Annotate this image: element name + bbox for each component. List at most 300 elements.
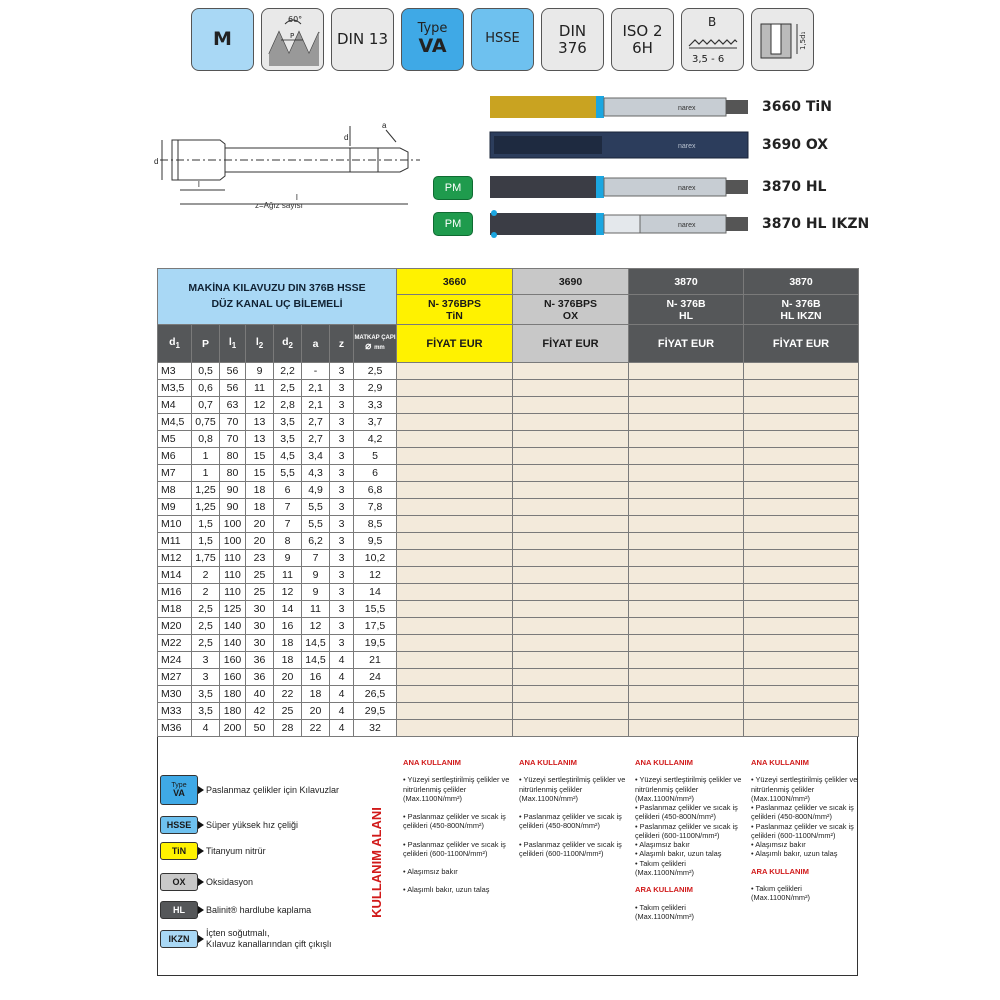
price-cell [397, 720, 513, 737]
table-cell: 4 [330, 720, 354, 737]
price-cell [513, 380, 629, 397]
table-cell: M11 [158, 533, 192, 550]
tool-image-3660 [488, 92, 750, 122]
table-cell: 30 [246, 635, 274, 652]
table-cell: 6 [354, 465, 397, 482]
legend-box-ikzn: IKZN [160, 930, 198, 948]
table-cell: 5,5 [302, 516, 330, 533]
pm-badge: PM [433, 176, 473, 200]
product-code-3870-hl: 3870 [629, 269, 744, 295]
header-z: z [330, 325, 354, 363]
table-cell: 25 [246, 584, 274, 601]
price-cell [629, 499, 744, 516]
price-cell [629, 414, 744, 431]
table-row [158, 414, 859, 431]
table-cell: 15 [246, 465, 274, 482]
price-cell [629, 448, 744, 465]
table-cell: 14,5 [302, 652, 330, 669]
table-cell: 3 [330, 380, 354, 397]
legend-item-va [160, 775, 339, 805]
table-cell: 2,7 [302, 414, 330, 431]
table-cell: 3 [330, 499, 354, 516]
price-cell [744, 516, 859, 533]
table-cell: 3,3 [354, 397, 397, 414]
table-cell: M33 [158, 703, 192, 720]
table-cell: 2,2 [274, 363, 302, 380]
table-cell: 4 [330, 652, 354, 669]
table-cell: 2,1 [302, 380, 330, 397]
table-cell: M22 [158, 635, 192, 652]
tool-label-3870-hl-ikzn: 3870 HL IKZN [762, 216, 870, 232]
svg-text:narex: narex [678, 105, 696, 112]
table-cell: M18 [158, 601, 192, 618]
table-cell: 11 [302, 601, 330, 618]
table-cell: 3 [192, 652, 220, 669]
price-cell [744, 482, 859, 499]
price-cell [744, 397, 859, 414]
price-cell [513, 516, 629, 533]
table-cell: 80 [220, 448, 246, 465]
svg-text:d: d [344, 133, 349, 142]
price-cell [629, 397, 744, 414]
price-cell [513, 601, 629, 618]
price-cell [513, 499, 629, 516]
header-pitch: P [192, 325, 220, 363]
price-header-3660: FİYAT EUR [397, 325, 513, 363]
table-cell: 70 [220, 431, 246, 448]
price-cell [513, 397, 629, 414]
table-cell: 18 [302, 686, 330, 703]
table-cell: 200 [220, 720, 246, 737]
legend-item-ox [160, 873, 253, 891]
price-cell [629, 363, 744, 380]
price-cell [513, 686, 629, 703]
table-cell: M16 [158, 584, 192, 601]
svg-text:narex: narex [678, 185, 696, 192]
price-header-3690: FİYAT EUR [513, 325, 629, 363]
table-cell: 3 [330, 482, 354, 499]
badge-thread-profile [261, 8, 324, 71]
legend-text-va: Paslanmaz çelikler için Kılavuzlar [206, 784, 340, 795]
table-cell: 19,5 [354, 635, 397, 652]
table-cell: M4 [158, 397, 192, 414]
price-cell [629, 431, 744, 448]
table-cell: 3 [192, 669, 220, 686]
table-cell: 3 [330, 533, 354, 550]
table-cell: 3 [330, 465, 354, 482]
table-cell: 1 [192, 465, 220, 482]
table-cell: 100 [220, 533, 246, 550]
table-cell: 110 [220, 567, 246, 584]
price-cell [513, 550, 629, 567]
price-cell [513, 363, 629, 380]
table-cell: 20 [302, 703, 330, 720]
table-cell: 30 [246, 618, 274, 635]
tool-label-3690: 3690 OX [762, 137, 829, 153]
table-cell: 18 [274, 635, 302, 652]
table-title: MAKİNA KILAVUZU DIN 376B HSSE DÜZ KANAL UÇ BİLEMELİ [158, 269, 397, 325]
table-cell: 3,5 [274, 431, 302, 448]
svg-text:l: l [198, 180, 200, 189]
table-cell: 3 [330, 550, 354, 567]
price-cell [629, 567, 744, 584]
table-cell: 2 [192, 584, 220, 601]
table-cell: 9 [246, 363, 274, 380]
svg-text:narex: narex [678, 143, 696, 150]
table-cell: M9 [158, 499, 192, 516]
svg-text:d: d [154, 157, 159, 166]
table-cell: 3,7 [354, 414, 397, 431]
table-cell: 3 [330, 584, 354, 601]
badge-hsse: HSSE [471, 8, 534, 71]
price-cell [513, 448, 629, 465]
table-cell: 4 [330, 686, 354, 703]
badge-chamfer-b [681, 8, 744, 71]
table-cell: 24 [354, 669, 397, 686]
arrow-icon [198, 906, 204, 914]
table-cell: 18 [246, 499, 274, 516]
usage-3870-ikzn: ANA KULLANIM • Yüzeyi sertleştirilmiş çelikler ve nitrürlenmiş çelikler (Max.1100N/mm²) • Paslanmaz çelikler ve sıcak iş çelikleri (450-800N/mm²) • Paslanmaz çelikler ve sıcak iş çelikleri (600-1100N/mm²) • Alaşımsız bakır • Alaşımlı bakır, uzun talaş ARA KULLANIM • Takım çelikleri (Max.1100N/mm²) [751, 758, 858, 903]
price-cell [513, 584, 629, 601]
arrow-icon [198, 878, 204, 886]
price-header-3870-hl: FİYAT EUR [629, 325, 744, 363]
header-l1: $l_1$ [220, 325, 246, 363]
tool-label-3870-hl: 3870 HL [762, 179, 827, 195]
table-row [158, 669, 859, 686]
table-cell: 8 [274, 533, 302, 550]
table-cell: 22 [302, 720, 330, 737]
price-cell [397, 652, 513, 669]
table-cell: 0,75 [192, 414, 220, 431]
table-cell: 26,5 [354, 686, 397, 703]
table-cell: 15 [246, 448, 274, 465]
table-row [158, 533, 859, 550]
table-cell: 1,25 [192, 482, 220, 499]
legend-text-ox: Oksidasyon [206, 876, 254, 887]
table-cell: 3 [330, 635, 354, 652]
thread-profile-icon [263, 10, 323, 70]
legend-item-hsse [160, 816, 298, 834]
legend-text-ikzn: İçten soğutmalı, Kılavuz kanallarından çift çıkışlı [206, 928, 332, 949]
table-cell: 9,5 [354, 533, 397, 550]
price-cell [744, 567, 859, 584]
table-cell: 17,5 [354, 618, 397, 635]
badge-type-va: Type VA [401, 8, 464, 71]
table-cell: 28 [274, 720, 302, 737]
tool-image-3870-hl [488, 172, 750, 202]
table-row [158, 516, 859, 533]
legend-box-tin: TiN [160, 842, 198, 860]
table-cell: M3 [158, 363, 192, 380]
legend-box-ox: OX [160, 873, 198, 891]
usage-3660: ANA KULLANIM • Yüzeyi sertleştirilmiş çelikler ve nitrürlenmiş çelikler (Max.1100N/mm²) • Paslanmaz çelikler ve sıcak iş çelikleri (450-800N/mm²) • Paslanmaz çelikler ve sıcak iş çelikleri (600-1100N/mm²) • Alaşımsız bakır • Alaşımlı bakır, uzun talaş [403, 758, 510, 895]
table-row [158, 465, 859, 482]
price-cell [513, 703, 629, 720]
table-cell: M24 [158, 652, 192, 669]
price-cell [629, 601, 744, 618]
table-cell: 5 [354, 448, 397, 465]
table-cell: 2,5 [192, 601, 220, 618]
price-cell [629, 550, 744, 567]
column-header-row [158, 325, 859, 363]
table-row [158, 550, 859, 567]
table-cell: 4 [330, 703, 354, 720]
table-cell: 110 [220, 550, 246, 567]
table-cell: 12 [246, 397, 274, 414]
table-cell: 9 [302, 567, 330, 584]
price-cell [397, 703, 513, 720]
price-cell [397, 669, 513, 686]
price-cell [744, 584, 859, 601]
tool-image-3870-hl-ikzn [488, 209, 750, 239]
price-cell [513, 465, 629, 482]
price-cell [513, 652, 629, 669]
price-cell [397, 533, 513, 550]
table-cell: 160 [220, 669, 246, 686]
table-row [158, 482, 859, 499]
table-cell: 100 [220, 516, 246, 533]
header-a: a [302, 325, 330, 363]
table-cell: 0,5 [192, 363, 220, 380]
table-cell: 56 [220, 380, 246, 397]
table-cell: 25 [274, 703, 302, 720]
table-cell: 63 [220, 397, 246, 414]
table-cell: 56 [220, 363, 246, 380]
price-cell [513, 482, 629, 499]
price-cell [744, 465, 859, 482]
price-cell [397, 601, 513, 618]
legend-text-hsse: Süper yüksek hız çeliği [206, 819, 299, 830]
table-cell: M36 [158, 720, 192, 737]
table-cell: 1,25 [192, 499, 220, 516]
table-cell: - [302, 363, 330, 380]
price-cell [513, 414, 629, 431]
product-name-3660: N- 376BPS TiN [397, 295, 513, 325]
table-cell: 0,8 [192, 431, 220, 448]
badge-din13: DIN 13 [331, 8, 394, 71]
table-cell: M20 [158, 618, 192, 635]
table-cell: 50 [246, 720, 274, 737]
price-cell [397, 516, 513, 533]
price-cell [629, 482, 744, 499]
price-cell [629, 380, 744, 397]
table-cell: 15,5 [354, 601, 397, 618]
tap-size-table [157, 268, 859, 737]
tool-image-3690 [488, 130, 750, 160]
table-cell: 4,5 [274, 448, 302, 465]
table-cell: M14 [158, 567, 192, 584]
table-cell: 140 [220, 618, 246, 635]
table-cell: 23 [246, 550, 274, 567]
price-cell [744, 601, 859, 618]
table-cell: M3,5 [158, 380, 192, 397]
price-cell [744, 533, 859, 550]
price-cell [629, 720, 744, 737]
price-cell [629, 703, 744, 720]
table-cell: 1,5 [192, 516, 220, 533]
table-cell: 2 [192, 567, 220, 584]
price-cell [397, 431, 513, 448]
table-cell: 42 [246, 703, 274, 720]
table-row [158, 397, 859, 414]
price-cell [513, 567, 629, 584]
table-cell: M6 [158, 448, 192, 465]
table-cell: 21 [354, 652, 397, 669]
price-cell [397, 618, 513, 635]
price-cell [744, 652, 859, 669]
table-cell: 0,6 [192, 380, 220, 397]
table-cell: 10,2 [354, 550, 397, 567]
price-cell [744, 363, 859, 380]
price-cell [397, 465, 513, 482]
price-cell [629, 533, 744, 550]
badge-thread-depth [751, 8, 814, 71]
table-cell: 32 [354, 720, 397, 737]
spec-badges [191, 8, 823, 71]
table-row [158, 448, 859, 465]
table-cell: 20 [246, 533, 274, 550]
table-cell: 13 [246, 414, 274, 431]
price-header-3870-ikzn: FİYAT EUR [744, 325, 859, 363]
price-cell [744, 686, 859, 703]
table-cell: 12 [354, 567, 397, 584]
table-cell: 18 [274, 652, 302, 669]
price-cell [744, 550, 859, 567]
legend-item-tin [160, 842, 266, 860]
blind-hole-icon [753, 10, 813, 70]
table-cell: 3 [330, 567, 354, 584]
price-cell [397, 363, 513, 380]
table-cell: 1 [192, 448, 220, 465]
price-cell [744, 448, 859, 465]
svg-text:narex: narex [678, 222, 696, 229]
legend-box-hsse: HSSE [160, 816, 198, 834]
table-cell: 2,9 [354, 380, 397, 397]
table-cell: 1,5 [192, 533, 220, 550]
table-cell: 180 [220, 703, 246, 720]
table-cell: 4,2 [354, 431, 397, 448]
price-cell [629, 686, 744, 703]
legend-item-ikzn [160, 928, 332, 950]
table-cell: 16 [274, 618, 302, 635]
table-cell: 8,5 [354, 516, 397, 533]
table-cell: 2,8 [274, 397, 302, 414]
badge-metric: M [191, 8, 254, 71]
table-cell: 14,5 [302, 635, 330, 652]
table-cell: 125 [220, 601, 246, 618]
header-d1: $d_1$ [158, 325, 192, 363]
table-cell: 7 [274, 499, 302, 516]
table-cell: 36 [246, 669, 274, 686]
table-cell: 11 [246, 380, 274, 397]
table-cell: 140 [220, 635, 246, 652]
svg-text:60°: 60° [287, 14, 302, 24]
table-cell: 29,5 [354, 703, 397, 720]
table-cell: 90 [220, 482, 246, 499]
table-cell: 1,75 [192, 550, 220, 567]
table-cell: 40 [246, 686, 274, 703]
product-name-3870-ikzn: N- 376B HL IKZN [744, 295, 859, 325]
table-cell: M7 [158, 465, 192, 482]
price-cell [397, 499, 513, 516]
legend-item-hl [160, 901, 311, 919]
price-cell [513, 635, 629, 652]
table-cell: 5,5 [302, 499, 330, 516]
product-name-3690: N- 376BPS OX [513, 295, 629, 325]
price-cell [744, 499, 859, 516]
legend-box-va: Type VA [160, 775, 198, 805]
table-cell: 90 [220, 499, 246, 516]
svg-text:a: a [382, 121, 387, 130]
pm-badge: PM [433, 212, 473, 236]
table-cell: 9 [302, 584, 330, 601]
price-cell [397, 584, 513, 601]
svg-text:B: B [707, 14, 716, 29]
table-cell: 3,5 [274, 414, 302, 431]
table-row [158, 499, 859, 516]
price-cell [513, 431, 629, 448]
table-cell: 6,8 [354, 482, 397, 499]
table-cell: 3 [330, 397, 354, 414]
svg-text:1,5d₁: 1,5d₁ [798, 31, 807, 50]
usage-3870-hl: ANA KULLANIM • Yüzeyi sertleştirilmiş çelikler ve nitrürlenmiş çelikler (Max.1100N/mm²) • Paslanmaz çelikler ve sıcak iş çelikleri (450-800N/mm²) • Paslanmaz çelikler ve sıcak iş çelikleri (600-1100N/mm²) • Alaşımsız bakır • Alaşımlı bakır, uzun talaş • Takım çelikleri (Max.1100N/mm²) ARA KULLANIM • Takım çelikleri (Max.1100N/mm²) [635, 758, 742, 921]
table-cell: 3 [330, 601, 354, 618]
table-cell: 7 [302, 550, 330, 567]
product-code-3870-ikzn: 3870 [744, 269, 859, 295]
price-cell [629, 584, 744, 601]
badge-iso2-6h: ISO 2 6H [611, 8, 674, 71]
table-cell: 3 [330, 516, 354, 533]
table-cell: 36 [246, 652, 274, 669]
table-cell: 14 [274, 601, 302, 618]
price-cell [744, 635, 859, 652]
price-cell [744, 720, 859, 737]
svg-text:3,5 - 6: 3,5 - 6 [691, 53, 724, 65]
arrow-icon [198, 786, 204, 794]
price-cell [744, 380, 859, 397]
teeth-count-caption: z=Ağız sayısı [255, 201, 303, 210]
table-cell: 180 [220, 686, 246, 703]
price-cell [513, 669, 629, 686]
table-cell: 12 [302, 618, 330, 635]
price-cell [513, 720, 629, 737]
table-cell: 7,8 [354, 499, 397, 516]
price-cell [397, 635, 513, 652]
table-cell: M27 [158, 669, 192, 686]
table-cell: 2,5 [274, 380, 302, 397]
price-cell [744, 618, 859, 635]
chamfer-icon [683, 10, 743, 70]
price-cell [629, 465, 744, 482]
table-row [158, 635, 859, 652]
price-cell [513, 533, 629, 550]
table-cell: 14 [354, 584, 397, 601]
table-cell: 30 [246, 601, 274, 618]
table-row [158, 601, 859, 618]
price-cell [397, 380, 513, 397]
table-row [158, 380, 859, 397]
size-rows [158, 363, 859, 737]
table-cell: M12 [158, 550, 192, 567]
table-cell: 4,3 [302, 465, 330, 482]
price-cell [397, 567, 513, 584]
price-cell [744, 414, 859, 431]
price-cell [397, 397, 513, 414]
table-cell: 110 [220, 584, 246, 601]
table-cell: M8 [158, 482, 192, 499]
header-l2: $l_2$ [246, 325, 274, 363]
table-row [158, 686, 859, 703]
